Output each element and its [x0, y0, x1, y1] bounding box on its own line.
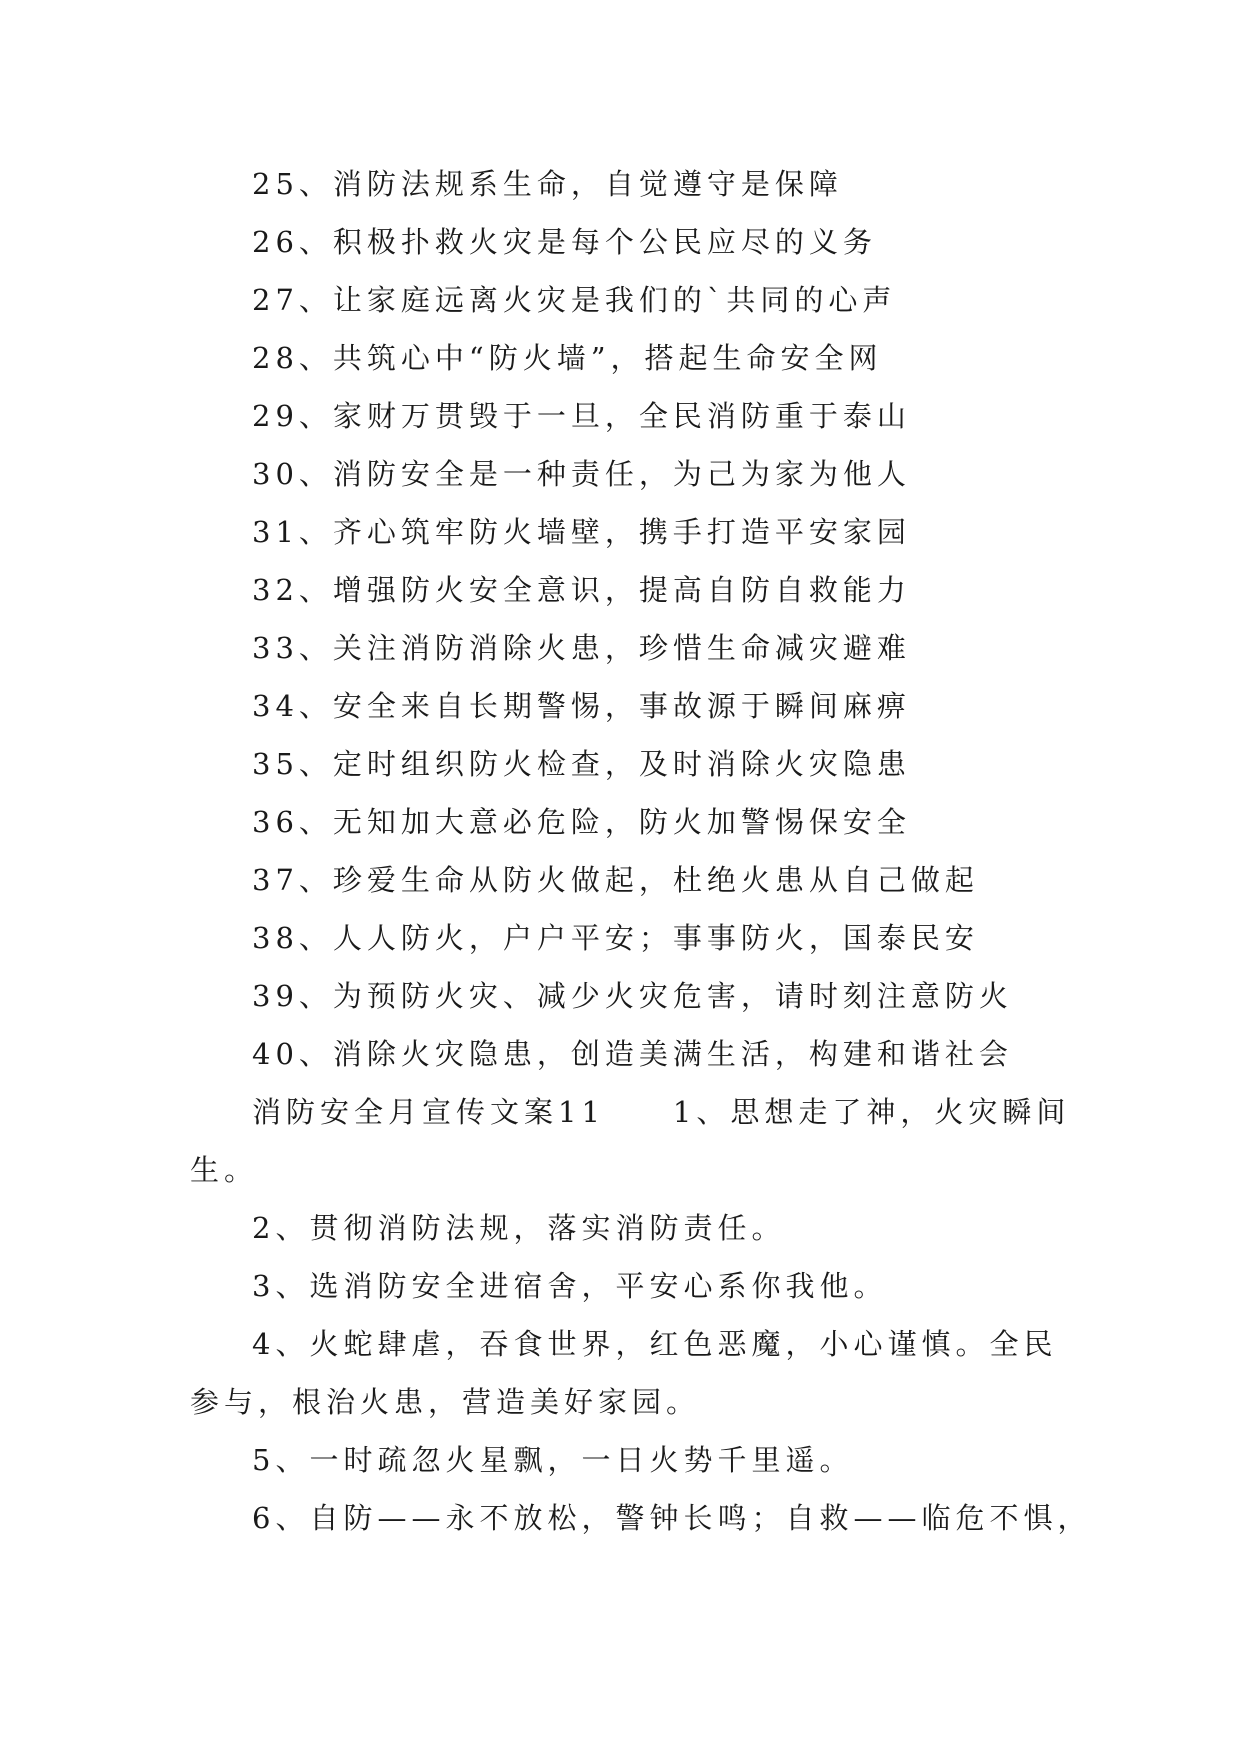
list-item: 6、自防——永不放松，警钟长鸣；自救——临危不惧， — [252, 1501, 1092, 1535]
list-item: 5、一时疏忽火星飘，一日火势千里遥。 — [252, 1443, 854, 1477]
slogan-line: 32、增强防火安全意识，提高自防自救能力 — [252, 573, 911, 607]
slogan-line: 40、消除火灾隐患，创造美满生活，构建和谐社会 — [252, 1037, 1013, 1071]
slogan-line: 34、安全来自长期警惕，事故源于瞬间麻痹 — [252, 689, 911, 723]
slogan-line: 38、人人防火，户户平安；事事防火，国泰民安 — [252, 921, 979, 955]
slogan-line: 37、珍爱生命从防火做起，杜绝火患从自己做起 — [252, 863, 979, 897]
slogan-line: 27、让家庭远离火灾是我们的`共同的心声 — [252, 283, 897, 317]
slogan-line: 35、定时组织防火检查，及时消除火灾隐患 — [252, 747, 911, 781]
slogan-line: 36、无知加大意必危险，防火加警惕保安全 — [252, 805, 911, 839]
slogan-line: 28、共筑心中“防火墙”，搭起生命安全网 — [252, 341, 883, 375]
slogan-line: 31、齐心筑牢防火墙壁，携手打造平安家园 — [252, 515, 911, 549]
list-item: 3、选消防安全进宿舍，平安心系你我他。 — [252, 1269, 888, 1303]
slogan-line: 33、关注消防消除火患，珍惜生命减灾避难 — [252, 631, 911, 665]
section-heading: 消防安全月宣传文案11 1、思想走了神，火灾瞬间 — [252, 1095, 1071, 1129]
slogan-line: 30、消防安全是一种责任，为己为家为他人 — [252, 457, 911, 491]
list-item: 4、火蛇肆虐，吞食世界，红色恶魔，小心谨慎。全民 — [252, 1327, 1058, 1361]
list-item-continued: 参与，根治火患，营造美好家园。 — [190, 1385, 701, 1419]
slogan-line: 25、消防法规系生命，自觉遵守是保障 — [252, 167, 843, 201]
list-item: 2、贯彻消防法规，落实消防责任。 — [252, 1211, 786, 1245]
section-heading-continued: 生。 — [190, 1153, 259, 1187]
slogan-line: 26、积极扑救火灾是每个公民应尽的义务 — [252, 225, 877, 259]
slogan-line: 29、家财万贯毁于一旦，全民消防重于泰山 — [252, 399, 911, 433]
slogan-line: 39、为预防火灾、减少火灾危害，请时刻注意防火 — [252, 979, 1013, 1013]
